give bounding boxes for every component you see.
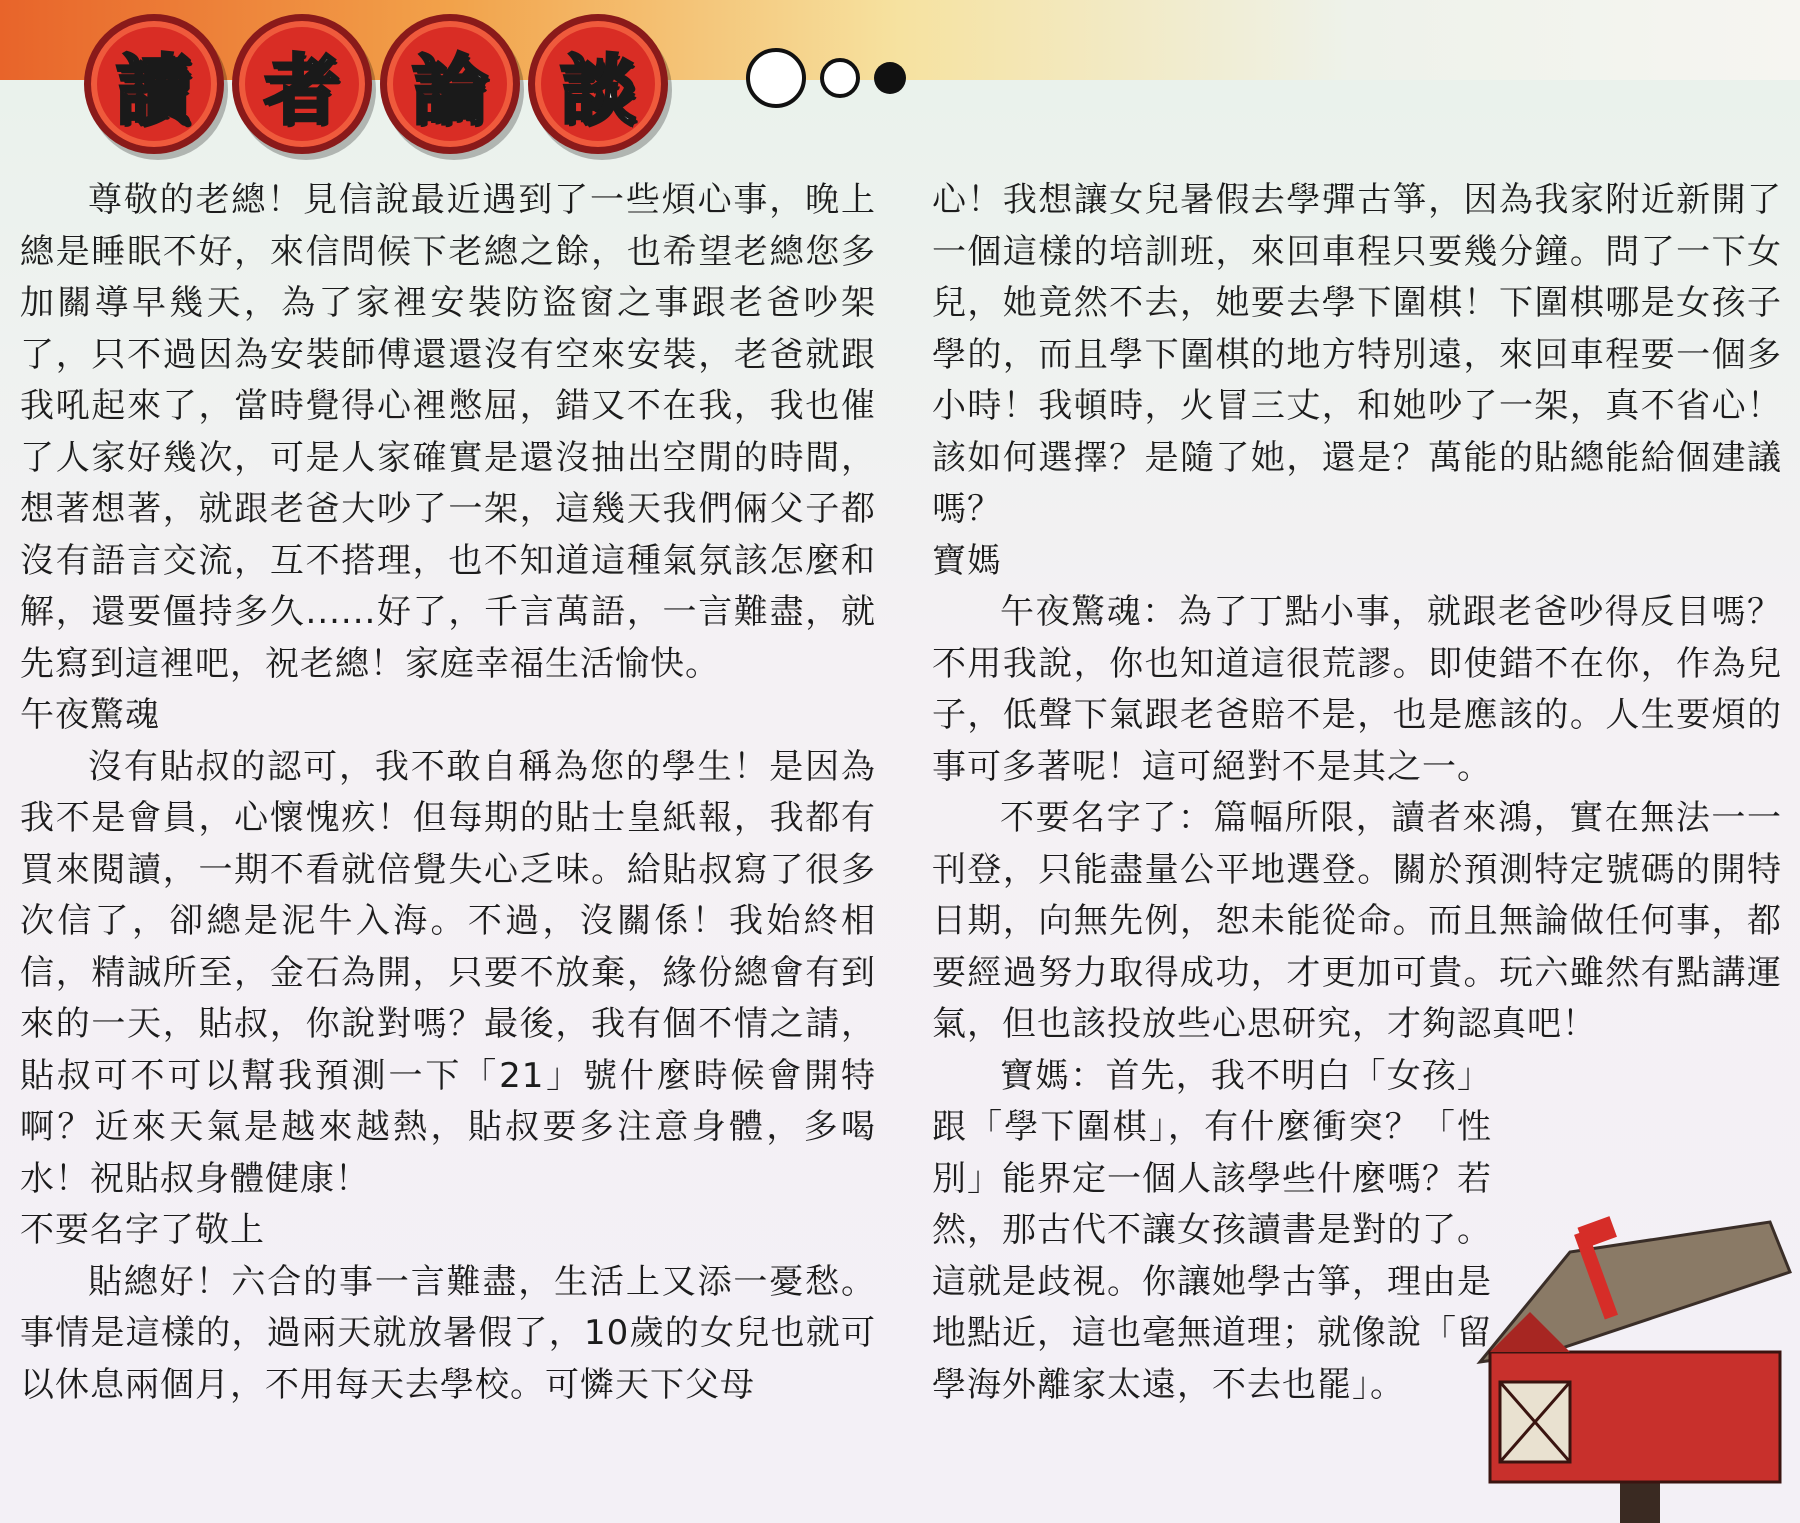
letter-3 [20, 1257, 876, 1412]
reply-1 [932, 587, 1782, 793]
decorative-dots [746, 48, 906, 108]
title-char-2: 者 [232, 14, 372, 154]
title-char-3: 論 [380, 14, 520, 154]
reply-text: ：篇幅所限，讀者來鴻，實在無法一一刊登，只能盡量公平地選登。關於預測特定號碼的開特日期，向無先例，恕未能從命。而且無論做任何事，都要經過努力取得成功，才更加可貴。玩六雖然有點講運氣，但也該投放些心思研究，才夠認真吧！ [932, 798, 1783, 1044]
letter-body: 沒有貼叔的認可，我不敢自稱為您的學生！是因為我不是會員，心懷愧疚！但每期的貼士皇紙報，我都有買來閱讀，一期不看就倍覺失心乏味。給貼叔寫了很多次信了，卻總是泥牛入海。不過，沒關係！我始終相信，精誠所至，金石為開，只要不放棄，緣份總會有到來的一天，貼叔，你說對嗎？最後，我有個不情之請，貼叔可不可以幫我預測一下「21」號什麼時候會開特啊？近來天氣是越來越熱，貼叔要多注意身體，多喝水！祝貼叔身體健康！ [20, 746, 876, 1199]
letter-body: 尊敬的老總！見信說最近遇到了一些煩心事，晚上總是睡眠不好，來信問候下老總之餘，也希望老總您多加關導早幾天，為了家裡安裝防盜窗之事跟老爸吵架了，只不過因為安裝師傅還還沒有空來安裝，老爸就跟我吼起來了，當時覺得心裡憋屈，錯又不在我，我也催了人家好幾次，可是人家確實是還沒抽出空閒的時間，想著想著，就跟老爸大吵了一架，這幾天我們倆父子都沒有語言交流，互不搭理，也不知道這種氣氛該怎麼和解，還要僵持多久......好了，千言萬語，一言難盡，就先寫到這裡吧，祝老總！家庭幸福生活愉快。 [20, 180, 876, 684]
reply-text: ：首先，我不明白「女孩」跟「學下圍棋」，有什麼衝突？「性別」能界定一個人該學些什麼嗎？若然，那古代不讓女孩讀書是對的了。這就是歧視。你讓她學古箏，理由是地點近，這也毫無道理；就像說「留學海外離家太遠，不去也罷」。 [932, 1055, 1493, 1405]
right-column [932, 175, 1782, 1411]
title-char-1: 讀 [84, 14, 224, 154]
left-column [20, 175, 876, 1411]
reply-recipient: 不要名字了 [1000, 798, 1178, 838]
letter-3-continued [932, 175, 1782, 587]
reply-3 [932, 1051, 1492, 1412]
letter-body: 貼總好！六合的事一言難盡，生活上又添一憂愁。事情是這樣的，過兩天就放暑假了，10歲的女兒也就可以休息兩個月，不用每天去學校。可憐天下父母 [20, 1261, 876, 1405]
reply-text: ：為了丁點小事，就跟老爸吵得反目嗎？不用我說，你也知道這很荒謬。即使錯不在你，作為兒子，低聲下氣跟老爸賠不是，也是應該的。人生要煩的事可多著呢！這可絕對不是其之一。 [932, 592, 1783, 787]
circle-outline-icon [746, 48, 806, 108]
letter-signature: 寶媽 [932, 540, 1002, 581]
reply-recipient: 午夜驚魂 [1000, 592, 1143, 632]
circle-outline-small-icon [820, 58, 860, 98]
reply-recipient: 寶媽 [1000, 1055, 1071, 1096]
reply-2 [932, 793, 1782, 1051]
letter-body: 心！我想讓女兒暑假去學彈古箏，因為我家附近新開了一個這樣的培訓班，來回車程只要幾分鐘。問了一下女兒，她竟然不去，她要去學下圍棋！下圍棋哪是女孩子學的，而且學下圍棋的地方特別遠，來回車程要一個多小時！我頓時，火冒三丈，和她吵了一架，真不省心！該如何選擇？是隨了她，還是？萬能的貼總能給個建議嗎？ [932, 180, 1782, 529]
letter-signature: 午夜驚魂 [20, 695, 160, 735]
circle-filled-icon [874, 62, 906, 94]
letter-1 [20, 175, 876, 742]
title-char-4: 談 [528, 14, 668, 154]
page-title [84, 14, 668, 154]
letter-2 [20, 742, 876, 1257]
letter-signature: 不要名字了敬上 [20, 1210, 265, 1250]
